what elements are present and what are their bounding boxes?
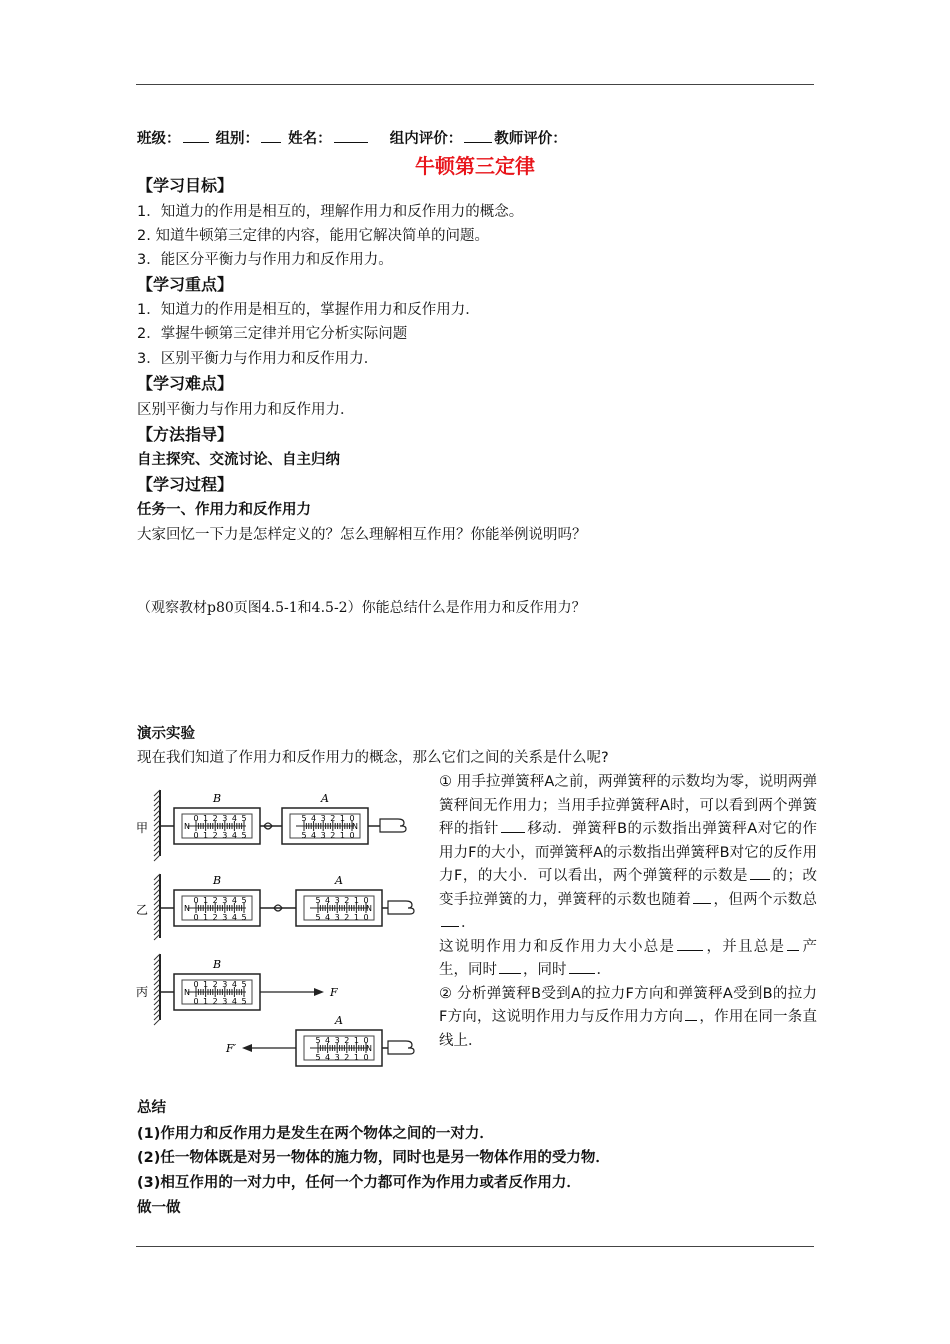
method-heading: 【方法指导】: [137, 425, 234, 444]
summary-item: (2)任一物体既是对另一物体的施力物，同时也是另一物体作用的受力物．: [137, 1150, 610, 1166]
scale-number: 3: [222, 913, 228, 922]
hand-icon: [380, 819, 406, 832]
goal-item: 2. 知道牛顿第三定律的内容，能用它解决简单的问题。: [137, 228, 489, 244]
method-text: 自主探究、交流讨论、自主归纳: [137, 452, 340, 468]
scale-number: 4: [231, 913, 237, 922]
scale-label: B: [212, 958, 222, 971]
scale-number: 5: [241, 980, 247, 989]
scale-number: 0: [193, 997, 199, 1006]
scale-number: 3: [222, 814, 228, 823]
scale-number: 3: [320, 814, 326, 823]
class-blank[interactable]: [183, 128, 209, 143]
experiment-para-2: 这说明作用力和反作用力大小总是 ，并且总是 产生，同时 ，同时 ．: [439, 936, 817, 983]
scale-number: 3: [334, 896, 340, 905]
answer-blank[interactable]: [501, 818, 525, 833]
scale-number: 0: [363, 913, 369, 922]
scale-number: 1: [203, 997, 209, 1006]
task1-question-2: （观察教材p80页图4.5-1和4.5-2）你能总结什么是作用力和反作用力？: [137, 600, 586, 616]
goal-item: 3．能区分平衡力与作用力和反作用力。: [137, 252, 393, 268]
group-eval-blank[interactable]: [464, 128, 492, 143]
scale-unit: N: [184, 988, 190, 997]
scale-number: 3: [334, 1036, 340, 1045]
teacher-eval-label: 教师评价：: [494, 131, 567, 147]
group-label: 组别：: [215, 131, 260, 147]
scale-number: 1: [353, 1053, 359, 1062]
figure-drawing: [136, 790, 414, 1066]
scale-label: B: [212, 792, 222, 805]
scale-number: 3: [222, 896, 228, 905]
scale-number: 1: [203, 814, 209, 823]
difficulty-text: 区别平衡力与作用力和反作用力．: [137, 402, 355, 418]
scale-number: 0: [193, 814, 199, 823]
hand-icon: [388, 901, 414, 914]
scale-number: 0: [363, 1053, 369, 1062]
scale-number: 5: [241, 831, 247, 840]
scale-number: 2: [212, 814, 218, 823]
scale-number: 3: [334, 913, 340, 922]
top-rule: [136, 84, 814, 85]
scale-number: 1: [339, 831, 345, 840]
scale-number: 2: [344, 1036, 350, 1045]
scale-number: 5: [241, 997, 247, 1006]
force-label: F′: [226, 1042, 237, 1055]
task1-question-1: 大家回忆一下力是怎样定义的？怎么理解相互作用？你能举例说明吗？: [137, 527, 587, 543]
scale-number: 0: [193, 896, 199, 905]
scale-number: 1: [353, 1036, 359, 1045]
scale-number: 3: [320, 831, 326, 840]
process-heading: 【学习过程】: [137, 475, 234, 494]
focus-item: 3．区别平衡力与作用力和反作用力．: [137, 351, 379, 367]
summary-heading: 总结: [137, 1100, 166, 1116]
scale-number: 2: [212, 896, 218, 905]
scale-number: 4: [311, 831, 317, 840]
scale-number: 4: [325, 1053, 331, 1062]
scale-unit: N: [366, 1044, 372, 1053]
experiment-para-1: ① 用手拉弹簧秤A之前，两弹簧秤的示数均为零，说明两弹簧秤间无作用力；当用手拉弹簧秤A时，可以看到两个弹簧秤的指针 移动．弹簧秤B的示数指出弹簧秤A对它的作用力F的大小，而弹簧秤A的示数指出弹簧秤B对它的反作用力F，的大小．可以看出，两个弹簧秤的示数是 的；改变手拉弹簧的力，弹簧秤的示数也随着 ，但两个示数总．: [439, 774, 818, 931]
scale-number: 2: [212, 913, 218, 922]
scale-number: 0: [363, 896, 369, 905]
scale-number: 5: [241, 896, 247, 905]
scale-number: 5: [315, 1036, 321, 1045]
task1-heading: 任务一、作用力和反作用力: [137, 502, 311, 518]
scale-label: A: [335, 874, 343, 887]
page-title: 牛顿第三定律: [415, 154, 535, 178]
scale-label: A: [335, 1014, 343, 1027]
group-eval-label: 组内评价：: [389, 131, 463, 147]
scale-number: 5: [301, 831, 307, 840]
scale-number: 5: [241, 913, 247, 922]
wall-hatch: [154, 1019, 160, 1025]
scale-number: 2: [330, 831, 336, 840]
scale-number: 3: [222, 831, 228, 840]
scale-unit: N: [184, 822, 190, 831]
name-label: 姓名：: [288, 131, 332, 147]
spring-scale-figure: [130, 784, 430, 1084]
answer-blank[interactable]: [677, 936, 703, 951]
scale-number: 4: [325, 896, 331, 905]
scale-number: 5: [315, 896, 321, 905]
name-blank[interactable]: [334, 128, 368, 143]
scale-number: 1: [203, 980, 209, 989]
goals-heading: 【学习目标】: [137, 176, 234, 195]
difficulty-heading: 【学习难点】: [137, 374, 234, 393]
demo-heading: 演示实验: [137, 726, 195, 742]
scale-number: 3: [334, 1053, 340, 1062]
scale-number: 5: [241, 814, 247, 823]
scale-number: 2: [344, 913, 350, 922]
scale-number: 4: [325, 1036, 331, 1045]
answer-blank[interactable]: [693, 889, 711, 904]
hand-icon: [388, 1041, 414, 1054]
answer-blank[interactable]: [499, 959, 521, 974]
force-label: F: [330, 986, 338, 999]
summary-item: (1)作用力和反作用力是发生在两个物体之间的一对力．: [137, 1126, 494, 1142]
scale-label: B: [212, 874, 222, 887]
scale-number: 5: [315, 913, 321, 922]
scale-number: 0: [193, 831, 199, 840]
summary-item: (3)相互作用的一对力中，任何一个力都可作为作用力或者反作用力．: [137, 1175, 581, 1191]
focus-item: 2．掌握牛顿第三定律并用它分析实际问题: [137, 326, 408, 342]
try-heading: 做一做: [137, 1200, 181, 1216]
focus-item: 1．知道力的作用是相互的，掌握作用力和反作用力．: [137, 302, 480, 318]
row-label: 丙: [136, 985, 149, 999]
scale-number: 1: [203, 896, 209, 905]
force-arrowhead: [242, 1044, 252, 1052]
scale-number: 0: [193, 980, 199, 989]
answer-blank[interactable]: [750, 865, 770, 880]
scale-number: 4: [231, 831, 237, 840]
scale-number: 2: [330, 814, 336, 823]
force-arrowhead: [314, 988, 324, 996]
scale-number: 1: [353, 913, 359, 922]
wall-hatch: [154, 855, 160, 861]
scale-number: 1: [353, 896, 359, 905]
scale-number: 2: [212, 997, 218, 1006]
scale-number: 2: [212, 980, 218, 989]
scale-number: 3: [222, 997, 228, 1006]
goal-item: 1．知道力的作用是相互的，理解作用力和反作用力的概念。: [137, 204, 524, 220]
scale-number: 2: [212, 831, 218, 840]
scale-unit: N: [366, 904, 372, 913]
scale-number: 5: [301, 814, 307, 823]
answer-blank[interactable]: [685, 1006, 697, 1021]
class-label: 班级：: [137, 131, 181, 147]
scale-number: 3: [222, 980, 228, 989]
scale-number: 4: [311, 814, 317, 823]
scale-number: 4: [231, 997, 237, 1006]
scale-number: 1: [203, 831, 209, 840]
answer-blank[interactable]: [441, 912, 459, 927]
header-info-line: [137, 128, 567, 149]
scale-number: 2: [344, 896, 350, 905]
scale-unit: N: [184, 904, 190, 913]
focus-heading: 【学习重点】: [137, 275, 234, 294]
scale-number: 4: [231, 814, 237, 823]
scale-number: 0: [363, 1036, 369, 1045]
row-label: 乙: [136, 903, 149, 917]
scale-number: 2: [344, 1053, 350, 1062]
scale-number: 1: [203, 913, 209, 922]
bottom-rule: [136, 1246, 814, 1247]
scale-number: 4: [325, 913, 331, 922]
scale-number: 4: [231, 896, 237, 905]
scale-number: 1: [339, 814, 345, 823]
scale-number: 0: [193, 913, 199, 922]
experiment-para-3: ② 分析弹簧秤B受到A的拉力F方向和弹簧秤A受到B的拉力F方向，这说明作用力与反作用力方向 ，作用在同一条直线上．: [439, 985, 817, 1049]
experiment-text: [439, 771, 817, 1053]
answer-blank[interactable]: [569, 959, 595, 974]
demo-intro: 现在我们知道了作用力和反作用力的概念，那么它们之间的关系是什么呢?: [137, 750, 609, 766]
answer-blank[interactable]: [787, 936, 799, 951]
group-blank[interactable]: [261, 128, 281, 143]
scale-unit: N: [352, 822, 358, 831]
scale-label: A: [321, 792, 329, 805]
scale-number: 4: [231, 980, 237, 989]
scale-number: 0: [349, 814, 355, 823]
row-label: 甲: [136, 821, 149, 835]
scale-number: 0: [349, 831, 355, 840]
scale-number: 5: [315, 1053, 321, 1062]
